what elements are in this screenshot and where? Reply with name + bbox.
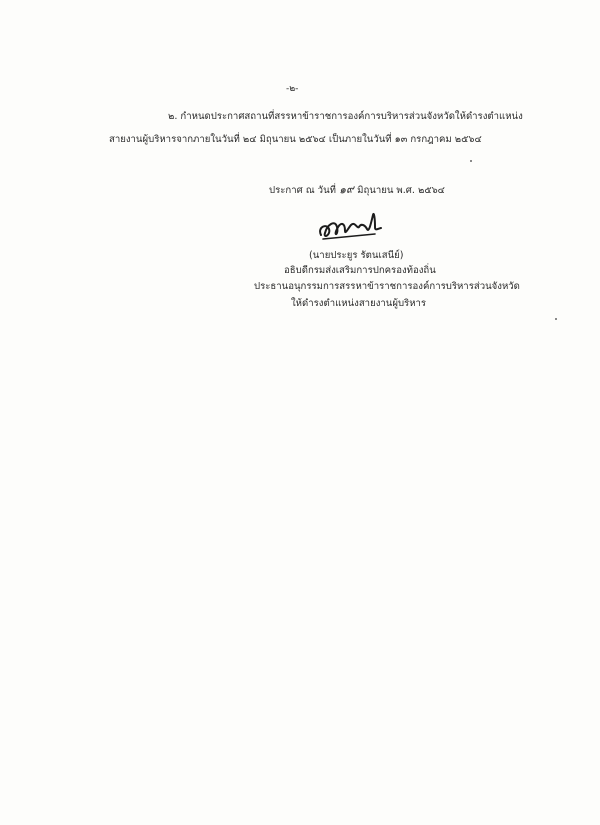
signatory-position-2: ประธานอนุกรรมการสรรหาข้าราชการองค์การบริหารส่วนจังหวัด <box>254 281 520 292</box>
signatory-position-3: ให้ดำรงตำแหน่งสายงานผู้บริหาร <box>291 298 427 309</box>
item-2-text-line-1: ๒. กำหนดประกาศสถานที่สรรหาข้าราชการองค์การบริหารส่วนจังหวัดให้ดำรงตำแหน่ง <box>168 111 523 122</box>
signatory-position-1: อธิบดีกรมส่งเสริมการปกครองท้องถิ่น <box>284 265 436 276</box>
signatory-name: (นายประยูร รัตนเสนีย์) <box>309 250 404 261</box>
scan-speck <box>470 160 472 162</box>
item-2-text-line-2: สายงานผู้บริหารจากภายในวันที่ ๒๔ มิถุนายน ๒๕๖๔ เป็นภายในวันที่ ๑๓ กรกฎาคม ๒๕๖๔ <box>109 134 482 145</box>
signature-image <box>315 205 385 245</box>
announcement-day: ๑๙ <box>338 182 355 197</box>
page-number: -๒- <box>286 84 299 94</box>
announcement-month-year: มิถุนายน พ.ศ. ๒๕๖๔ <box>357 185 445 196</box>
announcement-prefix: ประกาศ ณ วันที่ <box>269 185 336 196</box>
announcement-date <box>269 183 445 197</box>
scan-speck <box>555 318 557 320</box>
